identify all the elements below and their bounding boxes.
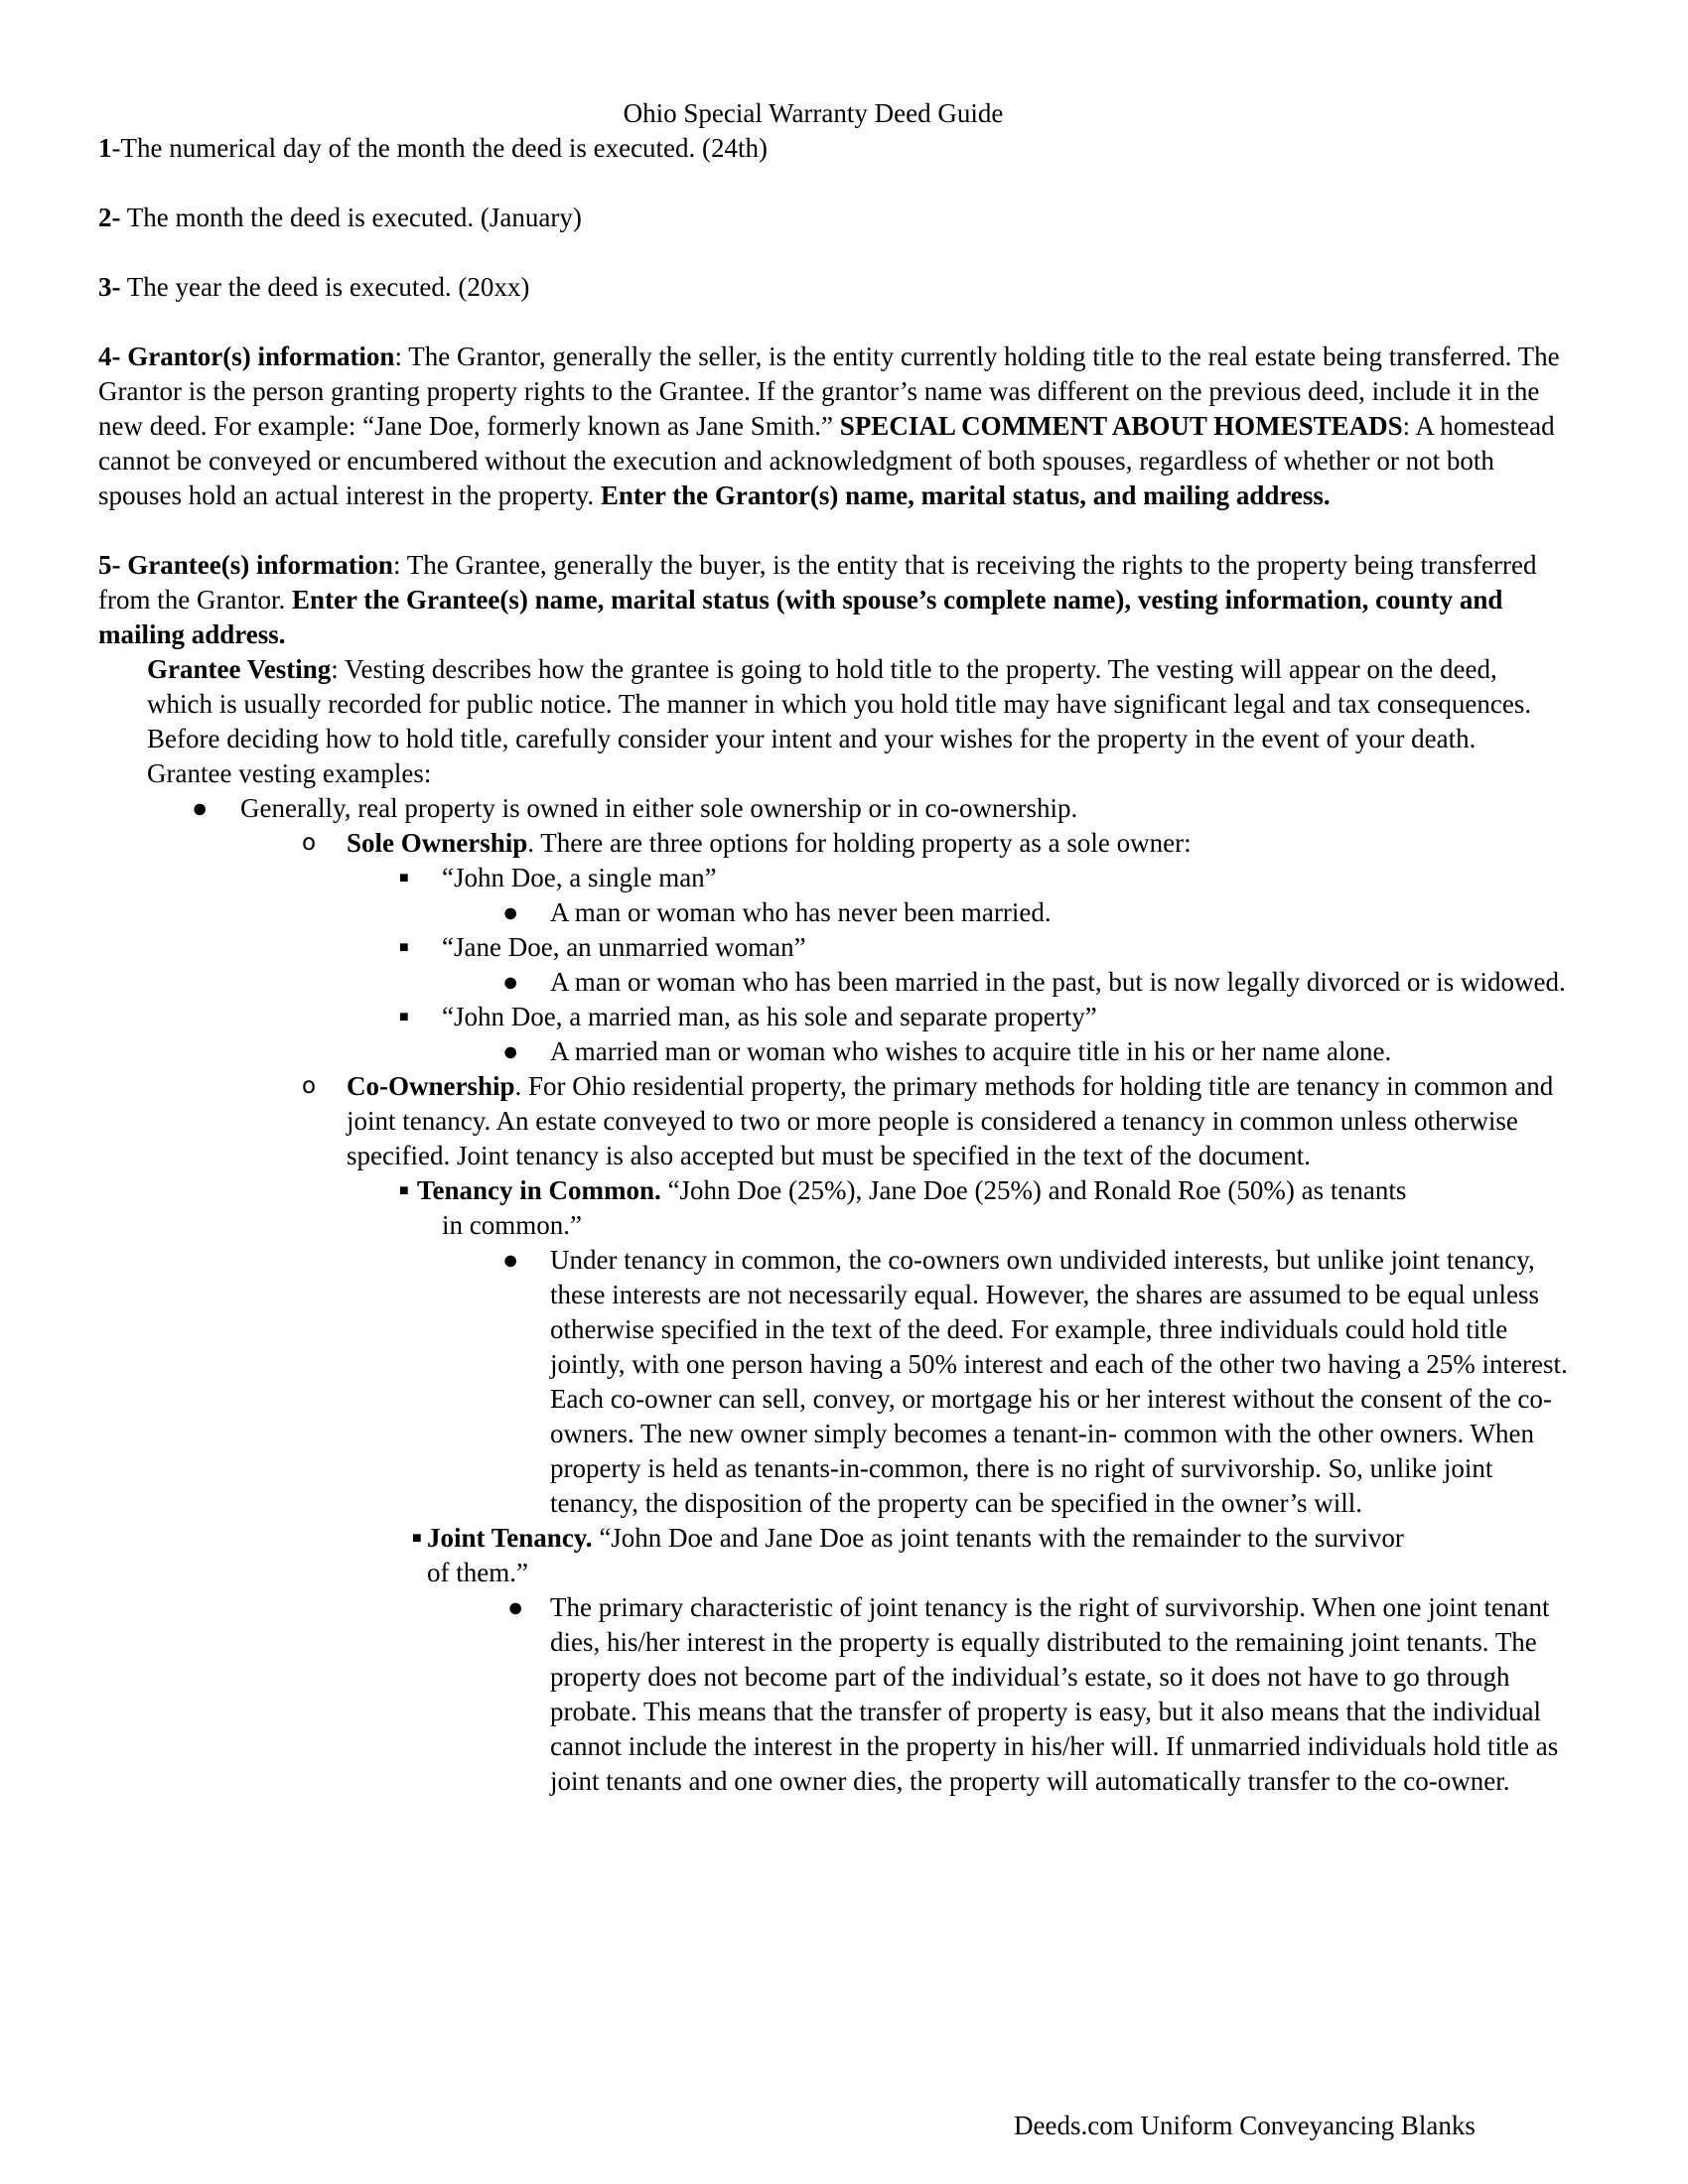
item-3-text: The year the deed is executed. (20xx) <box>120 272 530 302</box>
list-item-example-3-desc <box>98 1034 1588 1069</box>
co-ownership-heading: Co-Ownership <box>347 1071 515 1101</box>
joint-tenancy-text: “John Doe and Jane Doe as joint tenants with the remainder to the survivor of them.” <box>427 1523 1404 1587</box>
joint-tenancy-heading: Joint Tenancy. <box>427 1523 593 1553</box>
example-3-description: A married man or woman who wishes to acquire title in his or her name alone. <box>550 1036 1392 1066</box>
bullet-marker: ● <box>192 793 209 823</box>
item-2 <box>98 201 1588 235</box>
joint-tenancy <box>427 1521 1420 1590</box>
grantee-vesting-text: : Vesting describes how the grantee is going to hold title to the property. The vesting will appear on the deed, which is usually recorded for public notice. The manner in which you hold title may have significant legal and tax consequences. Before deciding how to hold title, carefully consider your intent and your wishes for the property in the event of your death. Grantee vesting examples: <box>147 654 1532 788</box>
list-item-example-2-desc <box>98 965 1588 1000</box>
tenancy-in-common-text: “John Doe (25%), Jane Doe (25%) and Ronald Roe (50%) as tenants in common.” <box>442 1175 1407 1240</box>
list-item-joint-tenancy <box>98 1521 1588 1590</box>
item-4-text: : The Grantor, generally the seller, is the entity currently holding title to the real estate being transferred. The Grantor is the person granting property rights to the Grantee. If the grantor’s name was different on the previous deed, include it in the new deed. For example: “Jane Doe, formerly known as Jane Smith.” <box>98 341 1560 441</box>
sole-ownership <box>347 826 1588 861</box>
example-1-description: A man or woman who has never been married. <box>550 897 1052 927</box>
general-ownership-text: Generally, real property is owned in either sole ownership or in co-ownership. <box>240 793 1078 823</box>
bullet-marker: ● <box>502 897 519 927</box>
item-3-number: 3- <box>98 272 121 302</box>
square-marker: ■ <box>399 939 409 956</box>
footer-text: Deeds.com Uniform Conveyancing Blanks <box>1014 2111 1476 2140</box>
item-2-text: The month the deed is executed. (January) <box>120 203 582 232</box>
grantee-vesting <box>147 652 1567 791</box>
grantee-vesting-heading: Grantee Vesting <box>147 654 332 684</box>
item-4-grantor <box>98 340 1568 513</box>
item-5-instruction: Enter the Grantee(s) name, marital status (with spouse’s complete name), vesting information, county and mailing address. <box>98 585 1503 649</box>
co-ownership <box>347 1069 1578 1173</box>
example-2-description: A man or woman who has been married in the past, but is now legally divorced or is widowed. <box>550 967 1566 997</box>
co-ownership-text: . For Ohio residential property, the primary methods for holding title are tenancy in common and joint tenancy. An estate conveyed to two or more people is considered a tenancy in common unless otherwise specified. Joint tenancy is also accepted but must be specified in the text of the document. <box>347 1071 1554 1170</box>
example-2-text: “Jane Doe, an unmarried woman” <box>442 932 806 962</box>
example-1-text: “John Doe, a single man” <box>442 863 717 892</box>
square-marker: ■ <box>412 1530 422 1547</box>
bullet-marker: ● <box>502 1036 519 1066</box>
item-1-text: -The numerical day of the month the deed is executed. (24th) <box>111 133 769 163</box>
homestead-comment-heading: SPECIAL COMMENT ABOUT HOMESTEADS <box>833 411 1403 441</box>
square-marker: ■ <box>399 870 409 887</box>
bullet-marker: ● <box>502 1245 519 1275</box>
sole-ownership-heading: Sole Ownership <box>347 828 528 858</box>
document-page <box>98 96 1588 1799</box>
item-2-number: 2- <box>98 203 121 232</box>
list-item-tenancy-in-common <box>98 1173 1588 1243</box>
tenancy-in-common-description: Under tenancy in common, the co-owners own undivided interests, but unlike joint tenancy, these interests are not necessarily equal. However, the shares are assumed to be equal unless otherwise specified in the text of the deed. For example, three individuals could hold title jointly, with one person having a 50% interest and each of the other two having a 25% interest. Each co-owner can sell, convey, or mortgage his or her interest without the consent of the co-owners. The new owner simply becomes a tenant-in- common with the other owners. When property is held as tenants-in-common, there is no right of survivorship. So, unlike joint tenancy, the disposition of the property can be specified in the owner’s will. <box>550 1245 1568 1518</box>
homestead-comment-text: : A homestead cannot be conveyed or encumbered without the execution and acknowledgment of both spouses, regardless of whether or not both spouses hold an actual interest in the property. <box>98 411 1555 510</box>
tenancy-in-common <box>417 1173 1415 1243</box>
bullet-marker: ● <box>507 1592 524 1622</box>
item-5-grantee <box>98 548 1568 652</box>
list-item-example-3 <box>98 1000 1588 1034</box>
joint-tenancy-description: The primary characteristic of joint tenancy is the right of survivorship. When one joint tenant dies, his/her interest in the property is equally distributed to the remaining joint tenants. The property does not become part of the individual’s estate, so it does not have to go through probate. This means that the transfer of property is easy, but it also means that the individual cannot include the interest in the property in his/her will. If unmarried individuals hold title as joint tenants and one owner dies, the property will automatically transfer to the co-owner. <box>550 1592 1559 1796</box>
item-1-number: 1 <box>98 133 112 163</box>
list-item-example-2 <box>98 930 1588 965</box>
list-item-sole-ownership <box>98 826 1588 861</box>
list-item-tenancy-in-common-desc <box>98 1243 1588 1521</box>
item-5-heading: 5- Grantee(s) information <box>98 550 393 580</box>
circle-marker: o <box>302 1073 317 1099</box>
example-3-text: “John Doe, a married man, as his sole and separate property” <box>442 1002 1097 1031</box>
list-item-example-1-desc <box>98 895 1588 930</box>
page-title: Ohio Special Warranty Deed Guide <box>623 98 1004 128</box>
bullet-marker: ● <box>502 967 519 997</box>
list-item-general <box>98 791 1588 826</box>
item-4-instruction: Enter the Grantor(s) name, marital status, and mailing address. <box>594 480 1331 510</box>
item-3 <box>98 270 1588 305</box>
item-5-text: : The Grantee, generally the buyer, is the entity that is receiving the rights to the property being transferred from the Grantor. <box>98 550 1537 614</box>
list-item-example-1 <box>98 861 1588 895</box>
list-item-co-ownership <box>98 1069 1588 1173</box>
square-marker: ■ <box>399 1009 409 1025</box>
circle-marker: o <box>302 830 317 856</box>
item-4-heading: 4- Grantor(s) information <box>98 341 395 371</box>
list-item-joint-tenancy-desc <box>98 1590 1588 1799</box>
tenancy-in-common-heading: Tenancy in Common. <box>417 1175 661 1205</box>
square-marker: ■ <box>399 1182 409 1199</box>
item-1 <box>98 131 1588 166</box>
sole-ownership-text: . There are three options for holding property as a sole owner: <box>527 828 1192 858</box>
